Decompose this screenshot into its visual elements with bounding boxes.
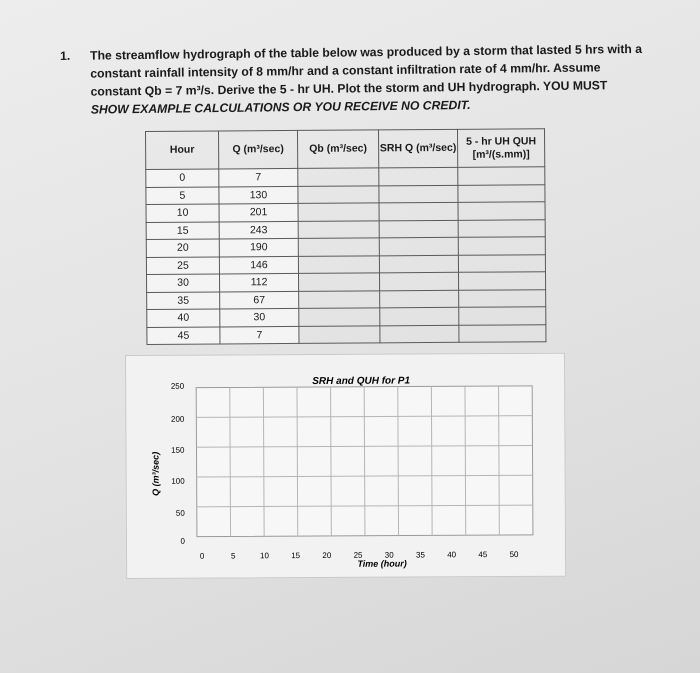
y-axis-ticks: [171, 382, 186, 546]
cell-uh[interactable]: [458, 272, 545, 290]
x-tick-label: 40: [447, 550, 457, 560]
cell-q: 30: [220, 308, 299, 326]
cell-qb[interactable]: [298, 185, 379, 203]
x-tick-label: 15: [291, 551, 301, 561]
cell-uh[interactable]: [458, 167, 545, 185]
cell-hour: 15: [146, 221, 219, 239]
cell-uh[interactable]: [458, 184, 545, 202]
y-tick-label: 250: [170, 381, 185, 391]
cell-srh[interactable]: [379, 255, 458, 273]
cell-qb[interactable]: [299, 325, 380, 343]
chart-panel: [125, 353, 566, 579]
y-tick-label: 0: [180, 536, 185, 546]
hydrograph-chart: [126, 354, 565, 578]
x-axis-label: Time (hour): [357, 558, 407, 569]
y-tick-label: 200: [170, 414, 185, 424]
chart-title: SRH and QUH for P1: [312, 375, 411, 388]
y-tick-label: 150: [171, 445, 185, 455]
x-tick-label: 10: [259, 551, 269, 561]
cell-qb[interactable]: [298, 220, 379, 238]
x-tick-label: 50: [509, 549, 519, 559]
cell-q: 190: [219, 238, 298, 256]
cell-srh[interactable]: [379, 202, 458, 220]
problem-number: 1.: [60, 48, 71, 63]
y-tick-label: 100: [171, 476, 185, 486]
header-srh: SRH Q (m³/sec): [378, 129, 457, 168]
cell-srh[interactable]: [379, 185, 458, 203]
cell-qb[interactable]: [298, 273, 379, 291]
x-tick-label: 20: [322, 550, 332, 560]
cell-qb[interactable]: [299, 290, 380, 308]
cell-srh[interactable]: [380, 290, 459, 308]
cell-hour: 0: [146, 169, 219, 187]
cell-q: 201: [219, 203, 298, 221]
cell-uh[interactable]: [458, 219, 545, 237]
cell-uh[interactable]: [458, 202, 545, 220]
x-tick-label: 30: [384, 550, 394, 560]
cell-hour: 30: [147, 274, 220, 292]
header-uh: 5 - hr UH QUH [m³/(s.mm)]: [457, 129, 544, 168]
cell-uh[interactable]: [459, 324, 546, 342]
cell-uh[interactable]: [458, 254, 545, 272]
problem-line-4: SHOW EXAMPLE CALCULATIONS OR YOU RECEIVE NO CREDIT.: [90, 97, 471, 117]
cell-qb[interactable]: [298, 168, 379, 186]
cell-hour: 45: [147, 326, 220, 344]
x-tick-label: 5: [231, 551, 236, 561]
cell-q: 67: [220, 291, 299, 309]
cell-uh[interactable]: [459, 289, 546, 307]
cell-q: 146: [219, 256, 298, 274]
y-axis-label: Q (m³/sec): [150, 451, 161, 496]
table-row: [147, 324, 546, 344]
cell-srh[interactable]: [379, 167, 458, 185]
y-tick-label: 50: [175, 508, 185, 518]
cell-srh[interactable]: [380, 325, 459, 343]
cell-hour: 35: [147, 291, 220, 309]
cell-qb[interactable]: [298, 203, 379, 221]
cell-hour: 5: [146, 186, 219, 204]
x-tick-label: 25: [353, 550, 363, 560]
cell-hour: 20: [146, 239, 219, 257]
cell-hour: 25: [146, 256, 219, 274]
problem-line-2: constant rainfall intensity of 8 mm/hr and a constant infiltration rate of 4 mm/hr. Assume: [90, 60, 601, 81]
cell-hour: 10: [146, 204, 219, 222]
header-qb: Qb (m³/sec): [297, 130, 378, 169]
cell-srh[interactable]: [379, 220, 458, 238]
problem-line-1: The streamflow hydrograph of the table below was produced by a storm that lasted 5 hrs with a: [90, 41, 643, 63]
cell-uh[interactable]: [458, 237, 545, 255]
hydrograph-table: [145, 128, 546, 345]
cell-hour: 40: [147, 309, 220, 327]
cell-q: 7: [220, 326, 299, 344]
cell-qb[interactable]: [298, 238, 379, 256]
cell-q: 243: [219, 221, 298, 239]
x-tick-label: 0: [199, 551, 205, 561]
table-body: [146, 167, 546, 345]
cell-q: 112: [220, 273, 299, 291]
problem-text: [90, 40, 671, 119]
x-tick-label: 35: [415, 550, 425, 560]
header-q: Q (m³/sec): [219, 130, 298, 169]
cell-uh[interactable]: [459, 307, 546, 325]
cell-srh[interactable]: [380, 307, 459, 325]
cell-q: 130: [219, 186, 298, 204]
x-tick-label: 45: [478, 550, 488, 560]
problem-statement: [60, 40, 671, 119]
cell-qb[interactable]: [299, 308, 380, 326]
cell-q: 7: [219, 168, 298, 186]
chart-grid: [196, 386, 533, 537]
cell-srh[interactable]: [379, 237, 458, 255]
cell-srh[interactable]: [379, 272, 458, 290]
cell-qb[interactable]: [298, 255, 379, 273]
table-header-row: [146, 129, 545, 170]
header-hour: Hour: [146, 131, 219, 170]
problem-line-3: constant Qb = 7 m³/s. Derive the 5 - hr UH. Plot the storm and UH hydrograph. YOU MUST: [90, 78, 608, 99]
